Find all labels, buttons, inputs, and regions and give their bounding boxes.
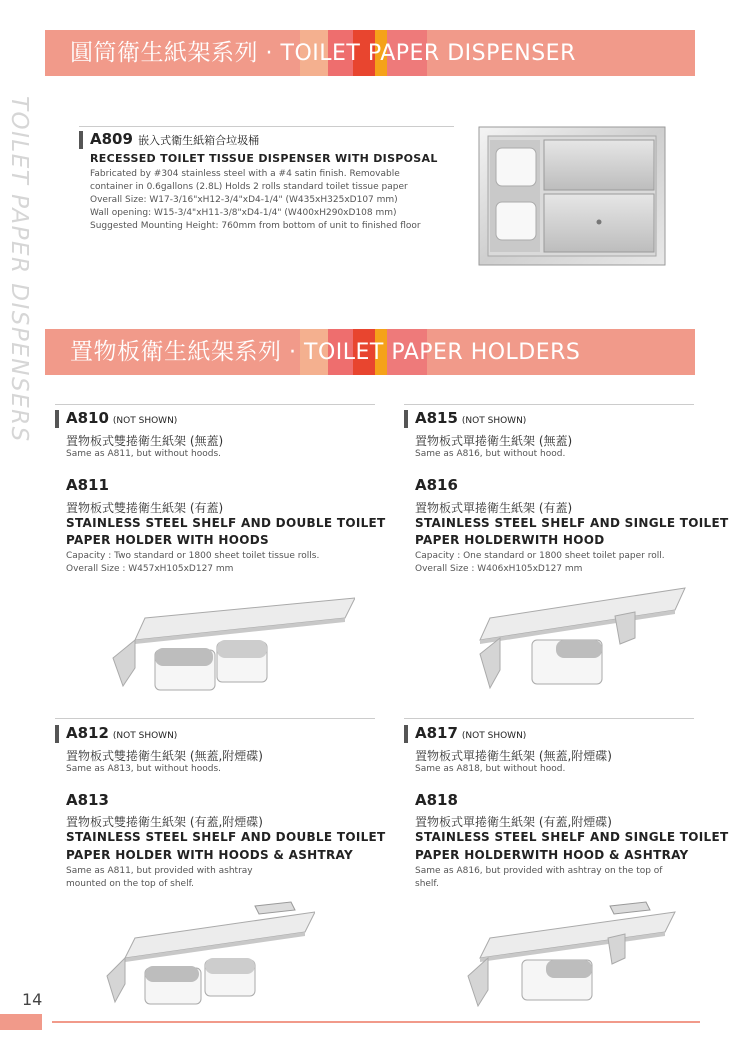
code-marker xyxy=(55,725,59,743)
a812-zh-name: 置物板式雙捲衛生紙架 (無蓋,附煙碟) xyxy=(66,749,263,763)
single-holder-image xyxy=(460,580,690,695)
page-number-bar xyxy=(0,1014,42,1030)
single-holder-ashtray-image xyxy=(460,898,680,1008)
banner-separator: · xyxy=(289,340,297,365)
a811-en-title-line2: PAPER HOLDER WITH HOODS xyxy=(66,533,269,547)
a811-zh-name: 置物板式雙捲衛生紙架 (有蓋) xyxy=(66,501,224,515)
a811-en-title-line1: STAINLESS STEEL SHELF AND DOUBLE TOILET xyxy=(66,516,386,530)
a813-description: Same as A811, but provided with ashtray mounted on the top of shelf. xyxy=(66,866,253,889)
product-code-a818: A818 xyxy=(415,791,458,809)
product-code-a813: A813 xyxy=(66,791,109,809)
a815-zh-name: 置物板式單捲衛生紙架 (無蓋) xyxy=(415,434,573,448)
side-label-text: TOILET PAPER DISPENSERS xyxy=(6,96,32,443)
product-code-a815: A815 (NOT SHOWN) xyxy=(415,409,527,427)
a812-description: Same as A813, but without hoods. xyxy=(66,764,221,774)
a816-en-title-line2: PAPER HOLDERWITH HOOD xyxy=(415,533,605,547)
section-banner-holders xyxy=(45,329,695,375)
a818-description: Same as A816, but provided with ashtray on the top of shelf. xyxy=(415,866,663,889)
divider-rule xyxy=(55,718,375,719)
product-code-a811: A811 xyxy=(66,476,109,494)
product-code-a817: A817 (NOT SHOWN) xyxy=(415,724,527,742)
a817-zh-name: 置物板式單捲衛生紙架 (無蓋,附煙碟) xyxy=(415,749,612,763)
banner-title xyxy=(70,30,576,76)
side-section-label xyxy=(4,96,34,443)
product-code-a816: A816 xyxy=(415,476,458,494)
a818-en-title-line1: STAINLESS STEEL SHELF AND SINGLE TOILET xyxy=(415,830,729,844)
banner-zh-title: 置物板衛生紙架系列 xyxy=(70,339,282,365)
double-holder-ashtray-image xyxy=(105,898,315,1008)
a809-en-title: RECESSED TOILET TISSUE DISPENSER WITH DISPOSAL xyxy=(90,152,438,165)
double-holder-image xyxy=(105,588,355,698)
banner-zh-title: 圓筒衛生紙架系列 xyxy=(70,40,258,66)
banner-en-title: TOILET PAPER HOLDERS xyxy=(304,340,581,365)
code-marker xyxy=(55,410,59,428)
a813-zh-name: 置物板式雙捲衛生紙架 (有蓋,附煙碟) xyxy=(66,815,263,829)
divider-rule xyxy=(404,404,694,405)
a813-en-title-line2: PAPER HOLDER WITH HOODS & ASHTRAY xyxy=(66,848,353,862)
divider-rule xyxy=(55,404,375,405)
banner-title xyxy=(70,329,580,375)
a813-en-title-line1: STAINLESS STEEL SHELF AND DOUBLE TOILET xyxy=(66,830,386,844)
a809-description: Fabricated by #304 stainless steel with a #4 satin finish. Removable container in 0.6gallons (2.8L) Holds 2 rolls standard toilet tissue paper Overall Size: W17-3/16"xH12-3/4"xD4-1/4" (W435xH325xD107 mm) Wall opening: W15-3/4"xH11-3/8"xD4-1/4" (W400xH290xD108 mm) Suggested Mounting Height: 760mm from bottom of unit to finished floor xyxy=(90,169,421,231)
divider-rule xyxy=(404,718,694,719)
a810-description: Same as A811, but without hoods. xyxy=(66,449,221,459)
a816-zh-name: 置物板式單捲衛生紙架 (有蓋) xyxy=(415,501,573,515)
product-code-a809: A809 嵌入式衛生紙箱合垃圾桶 xyxy=(90,130,260,148)
divider-rule xyxy=(79,126,454,127)
product-code-a812: A812 (NOT SHOWN) xyxy=(66,724,178,742)
section-banner-dispenser xyxy=(45,30,695,76)
product-code-a810: A810 (NOT SHOWN) xyxy=(66,409,178,427)
a809-zh-name: 嵌入式衛生紙箱合垃圾桶 xyxy=(138,134,260,147)
a817-description: Same as A818, but without hood. xyxy=(415,764,566,774)
footer-rule xyxy=(52,1021,700,1023)
a818-en-title-line2: PAPER HOLDERWITH HOOD & ASHTRAY xyxy=(415,848,689,862)
page-number: 14 xyxy=(22,990,43,1009)
banner-en-title: TOILET PAPER DISPENSER xyxy=(280,41,576,66)
a818-zh-name: 置物板式單捲衛生紙架 (有蓋,附煙碟) xyxy=(415,815,612,829)
a815-description: Same as A816, but without hood. xyxy=(415,449,566,459)
banner-separator: · xyxy=(265,41,273,66)
a810-zh-name: 置物板式雙捲衛生紙架 (無蓋) xyxy=(66,434,224,448)
code-marker xyxy=(404,725,408,743)
code-marker xyxy=(79,131,83,149)
recessed-dispenser-image xyxy=(478,126,666,266)
a816-description: Capacity : One standard or 1800 sheet toilet paper roll. Overall Size : W406xH105xD127 mm xyxy=(415,551,665,574)
a816-en-title-line1: STAINLESS STEEL SHELF AND SINGLE TOILET xyxy=(415,516,729,530)
code-marker xyxy=(404,410,408,428)
a811-description: Capacity : Two standard or 1800 sheet toilet tissue rolls. Overall Size : W457xH105xD127 mm xyxy=(66,551,320,574)
